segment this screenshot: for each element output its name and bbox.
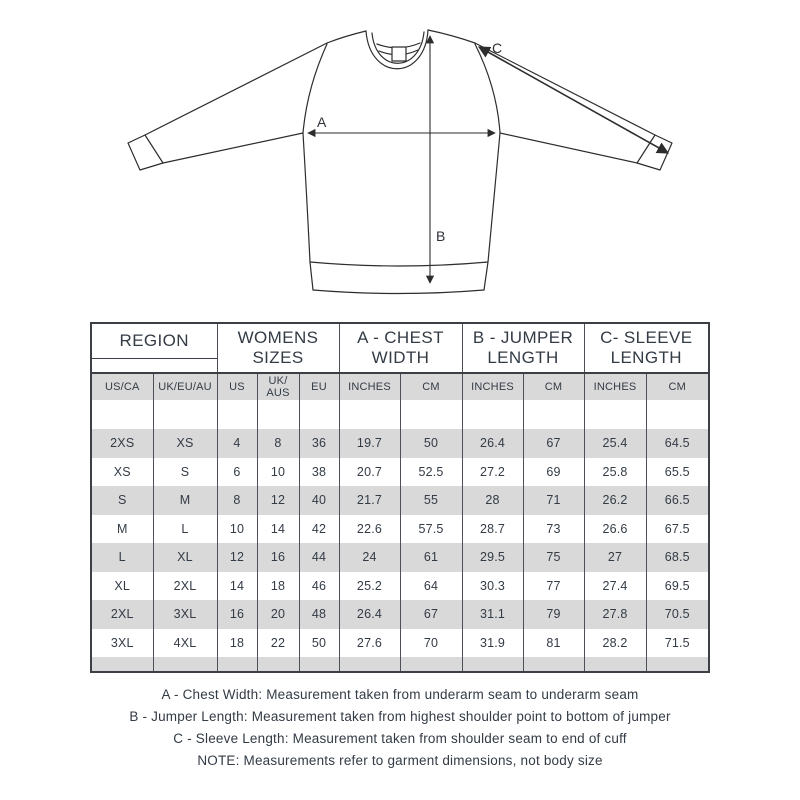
subheader-row [91, 373, 709, 400]
table-cell: 29.5 [462, 543, 523, 572]
table-cell: 12 [217, 543, 257, 572]
empty-cell [462, 657, 523, 672]
cuff-left [128, 135, 163, 170]
table-cell: 50 [299, 629, 339, 658]
spacer-row-top [91, 400, 709, 429]
table-cell: 64.5 [646, 429, 709, 458]
table-cell: 27.6 [339, 629, 400, 658]
table-cell: 16 [257, 543, 299, 572]
note-chest-width: A - Chest Width: Measurement taken from underarm seam to underarm seam [161, 687, 639, 702]
table-cell: 14 [217, 572, 257, 601]
table-cell: 24 [339, 543, 400, 572]
header-region-label: REGION [119, 330, 189, 350]
table-cell: 61 [400, 543, 462, 572]
table-cell: 28 [462, 486, 523, 515]
table-cell: 27.2 [462, 458, 523, 487]
sleeve-length-arrow [479, 47, 668, 153]
empty-cell [153, 657, 217, 672]
table-row [91, 543, 709, 572]
subheader-jumper-cm: CM [523, 373, 584, 400]
table-cell: 70.5 [646, 600, 709, 629]
table-cell: S [153, 458, 217, 487]
table-cell: 10 [217, 515, 257, 544]
empty-cell [339, 657, 400, 672]
table-cell: 8 [257, 429, 299, 458]
empty-cell [646, 657, 709, 672]
table-cell: 75 [523, 543, 584, 572]
empty-cell [400, 657, 462, 672]
size-table-body [91, 400, 709, 672]
table-cell: 52.5 [400, 458, 462, 487]
empty-cell [462, 400, 523, 429]
subheader-us: US [217, 373, 257, 400]
empty-cell [217, 400, 257, 429]
table-cell: 77 [523, 572, 584, 601]
table-row [91, 629, 709, 658]
empty-cell [299, 657, 339, 672]
table-cell: 64 [400, 572, 462, 601]
jumper-diagram [0, 0, 800, 320]
subheader-uk-eu-au: UK/EU/AU [153, 373, 217, 400]
table-cell: 46 [299, 572, 339, 601]
table-cell: 10 [257, 458, 299, 487]
empty-cell [584, 657, 646, 672]
group-header-row [91, 323, 709, 373]
sleeve-left-bottom [163, 133, 303, 163]
subheader-chest-cm: CM [400, 373, 462, 400]
empty-cell [91, 657, 153, 672]
header-region [91, 323, 217, 373]
table-row [91, 600, 709, 629]
shoulder-right-edge [428, 30, 475, 43]
table-cell: 67 [400, 600, 462, 629]
table-cell: 14 [257, 515, 299, 544]
sleeve-right-top [475, 43, 655, 135]
table-cell: 67 [523, 429, 584, 458]
subheader-eu: EU [299, 373, 339, 400]
table-cell: 21.7 [339, 486, 400, 515]
table-cell: 31.1 [462, 600, 523, 629]
subheader-uk-aus: UK/ AUS [257, 373, 299, 400]
table-cell: 6 [217, 458, 257, 487]
table-cell: 48 [299, 600, 339, 629]
header-womens-sizes: WOMENS SIZES [217, 323, 339, 373]
table-cell: 27 [584, 543, 646, 572]
table-cell: 69.5 [646, 572, 709, 601]
neck-label [392, 47, 406, 61]
table-cell: 3XL [110, 635, 134, 650]
spacer-row-bottom [91, 657, 709, 672]
table-cell: 55 [400, 486, 462, 515]
table-row [91, 572, 709, 601]
table-cell: 40 [299, 486, 339, 515]
table-cell: 2XL [153, 572, 217, 601]
table-cell: 57.5 [400, 515, 462, 544]
note-garment-dimensions: NOTE: Measurements refer to garment dimensions, not body size [197, 753, 603, 768]
table-cell: 73 [523, 515, 584, 544]
table-cell: 2XL [110, 607, 134, 622]
table-row [91, 515, 709, 544]
table-cell: 22.6 [339, 515, 400, 544]
table-cell: 26.6 [584, 515, 646, 544]
measurement-notes [0, 684, 800, 772]
empty-cell [646, 400, 709, 429]
table-cell: 18 [217, 629, 257, 658]
table-cell: 16 [217, 600, 257, 629]
table-cell: 26.4 [462, 429, 523, 458]
table-cell: 25.2 [339, 572, 400, 601]
table-cell: 27.8 [584, 600, 646, 629]
table-cell: 20 [257, 600, 299, 629]
table-cell: L [118, 550, 126, 565]
table-row [91, 486, 709, 515]
table-cell: 4XL [153, 629, 217, 658]
table-cell: 8 [217, 486, 257, 515]
table-cell: 28.7 [462, 515, 523, 544]
hem-bottom [313, 290, 484, 294]
measure-c-label: C [492, 40, 503, 56]
header-jumper-length: B - JUMPER LENGTH [462, 323, 584, 373]
table-cell: L [153, 515, 217, 544]
table-cell: 38 [299, 458, 339, 487]
empty-cell [523, 657, 584, 672]
table-cell: 2XS [110, 436, 135, 451]
table-cell: 67.5 [646, 515, 709, 544]
empty-cell [400, 400, 462, 429]
table-cell: 3XL [153, 600, 217, 629]
empty-cell [257, 400, 299, 429]
table-cell: 69 [523, 458, 584, 487]
table-cell: XL [153, 543, 217, 572]
table-cell: 50 [400, 429, 462, 458]
table-cell: 71.5 [646, 629, 709, 658]
table-cell: 79 [523, 600, 584, 629]
table-cell: XS [113, 464, 131, 479]
empty-cell [257, 657, 299, 672]
sleeve-right-bottom [500, 133, 637, 163]
table-cell: 4 [217, 429, 257, 458]
note-sleeve-length: C - Sleeve Length: Measurement taken from shoulder seam to end of cuff [173, 731, 627, 746]
header-sleeve-length: C- SLEEVE LENGTH [584, 323, 709, 373]
table-cell: 66.5 [646, 486, 709, 515]
table-cell: 36 [299, 429, 339, 458]
hem-left [310, 262, 313, 290]
table-cell: 19.7 [339, 429, 400, 458]
empty-cell [153, 400, 217, 429]
empty-cell [91, 400, 153, 429]
hem-right [484, 262, 488, 290]
table-cell: 22 [257, 629, 299, 658]
table-cell: XS [153, 429, 217, 458]
empty-cell [299, 400, 339, 429]
size-table [90, 322, 710, 673]
empty-cell [217, 657, 257, 672]
table-row [91, 429, 709, 458]
subheader-chest-inches: INCHES [339, 373, 400, 400]
empty-cell [523, 400, 584, 429]
subheader-us-ca: US/CA [91, 373, 153, 400]
subheader-sleeve-inches: INCHES [584, 373, 646, 400]
table-cell: 70 [400, 629, 462, 658]
table-cell: 25.8 [584, 458, 646, 487]
table-cell: 30.3 [462, 572, 523, 601]
table-cell: 42 [299, 515, 339, 544]
subheader-jumper-inches: INCHES [462, 373, 523, 400]
table-cell: 27.4 [584, 572, 646, 601]
table-cell: M [116, 521, 128, 536]
table-cell: 12 [257, 486, 299, 515]
empty-cell [584, 400, 646, 429]
table-cell: 71 [523, 486, 584, 515]
table-cell: 68.5 [646, 543, 709, 572]
sleeve-left-top [145, 43, 327, 135]
table-cell: 26.4 [339, 600, 400, 629]
table-row [91, 458, 709, 487]
shoulder-left-edge [327, 31, 366, 43]
table-cell: XL [114, 578, 131, 593]
body-left-side [303, 133, 310, 262]
table-cell: 81 [523, 629, 584, 658]
table-cell: 25.4 [584, 429, 646, 458]
table-cell: S [117, 493, 127, 508]
table-cell: 28.2 [584, 629, 646, 658]
note-jumper-length: B - Jumper Length: Measurement taken from highest shoulder point to bottom of jumper [129, 709, 671, 724]
measure-a-label: A [317, 114, 327, 130]
table-cell: 65.5 [646, 458, 709, 487]
subheader-sleeve-cm: CM [646, 373, 709, 400]
header-chest-width: A - CHEST WIDTH [339, 323, 462, 373]
jumper-outline [128, 30, 672, 294]
table-cell: 31.9 [462, 629, 523, 658]
table-cell: M [153, 486, 217, 515]
hem-top [310, 262, 488, 266]
table-cell: 26.2 [584, 486, 646, 515]
empty-cell [339, 400, 400, 429]
table-cell: 44 [299, 543, 339, 572]
table-cell: 18 [257, 572, 299, 601]
table-cell: 20.7 [339, 458, 400, 487]
body-right-side [488, 133, 500, 262]
measure-b-label: B [436, 228, 446, 244]
